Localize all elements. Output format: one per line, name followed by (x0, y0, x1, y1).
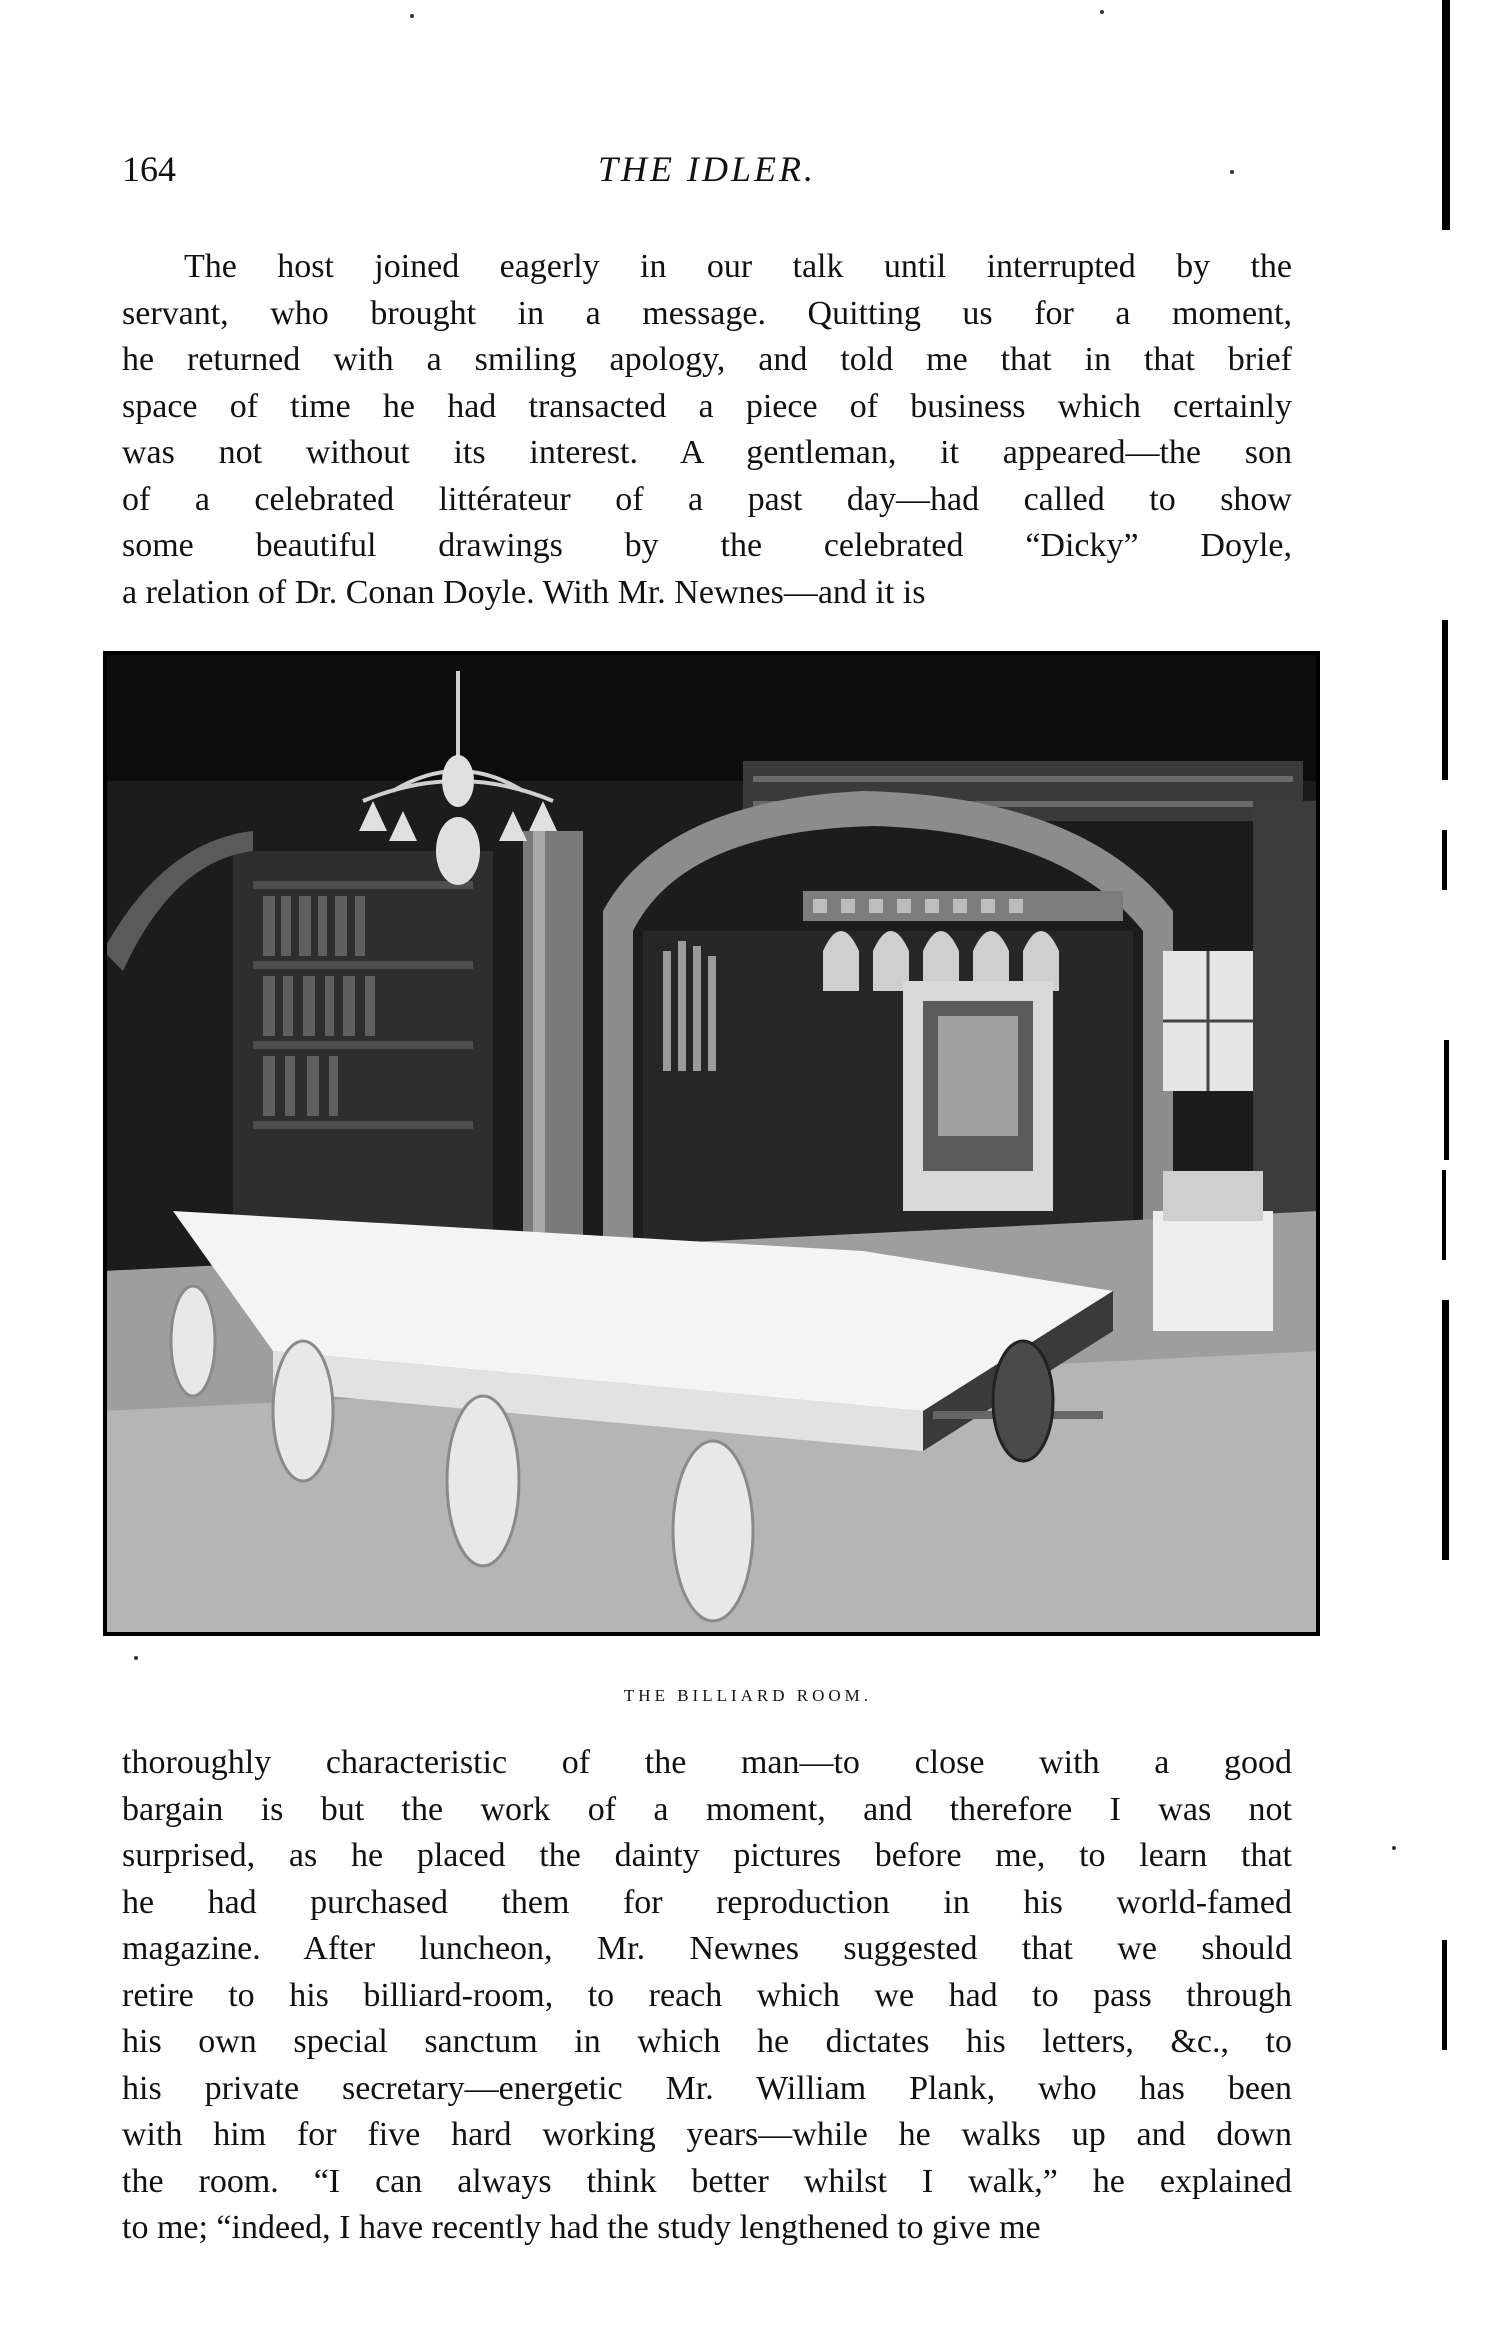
print-speck (1100, 10, 1104, 14)
text-line: some beautiful drawings by the celebrated “Dicky” Doyle, (122, 527, 1292, 564)
text-line: was not without its interest. A gentleman, it appeared—the son (122, 434, 1292, 471)
page-header (122, 148, 1292, 198)
print-speck (134, 1656, 138, 1660)
text-line: the room. “I can always think better whilst I walk,” he explained (122, 2162, 1292, 2200)
text-line: his private secretary—energetic Mr. William Plank, who has been (122, 2069, 1292, 2107)
text-line: he returned with a smiling apology, and told me that in that brief (122, 341, 1292, 378)
text-line: servant, who brought in a message. Quitting us for a moment, (122, 294, 1292, 332)
print-speck (1230, 170, 1234, 174)
text-line: magazine. After luncheon, Mr. Newnes suggested that we should (122, 1930, 1292, 1967)
figure-caption: THE BILLIARD ROOM. (623, 1686, 873, 1705)
text-line: The host joined eagerly in our talk until interrupted by the (184, 248, 1292, 285)
paragraph-bottom (122, 1740, 1292, 2252)
text-line: his own special sanctum in which he dictates his letters, &c., to (122, 2023, 1292, 2060)
running-title: THE IDLER. (598, 149, 816, 189)
paragraph-top (122, 244, 1292, 616)
print-speck (1392, 1846, 1396, 1850)
text-line: retire to his billiard-room, to reach which we had to pass through (122, 1976, 1292, 2014)
text-line: bargain is but the work of a moment, and therefore I was not (122, 1790, 1292, 1828)
text-line: surprised, as he placed the dainty pictures before me, to learn that (122, 1837, 1292, 1874)
text-line: to me; “indeed, I have recently had the study lengthened to give me (122, 2209, 1041, 2246)
text-line: space of time he had transacted a piece of business which certainly (122, 387, 1292, 425)
text-line: he had purchased them for reproduction in his world-famed (122, 1883, 1292, 1921)
text-line: of a celebrated littérateur of a past day—had called to show (122, 480, 1292, 518)
billiard-room-photograph (103, 651, 1320, 1636)
text-line: a relation of Dr. Conan Doyle. With Mr. Newnes—and it is (122, 573, 926, 611)
page-number: 164 (122, 149, 176, 189)
text-line: with him for five hard working years—while he walks up and down (122, 2116, 1292, 2153)
binding-edge (1438, 0, 1454, 2336)
text-line: thoroughly characteristic of the man—to close with a good (122, 1744, 1292, 1781)
print-speck (410, 14, 414, 18)
